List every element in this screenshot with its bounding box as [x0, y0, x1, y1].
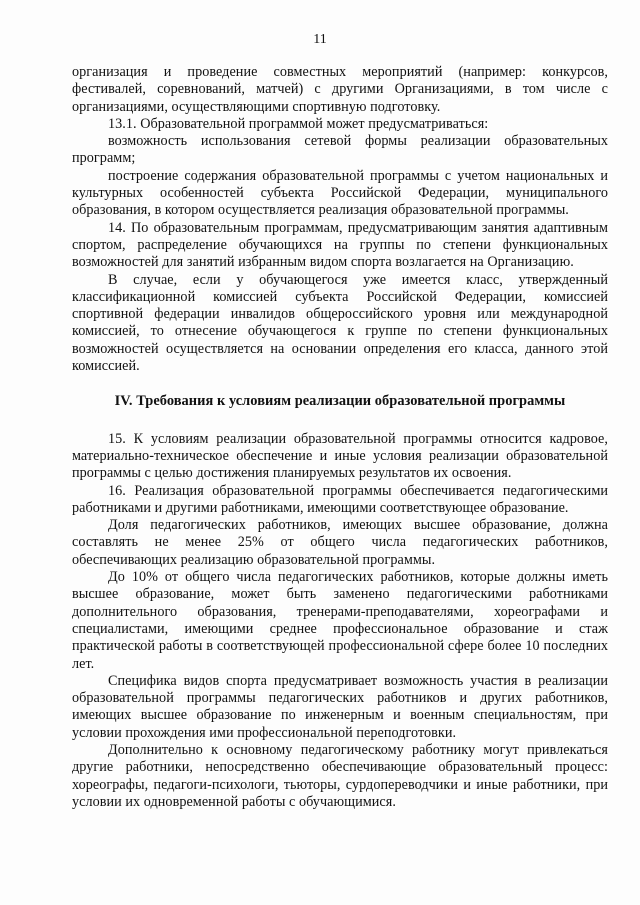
- paragraph-16: 16. Реализация образовательной программы обеспечивается педагогическими работниками и другими работниками, имеющими соответствующее образование.: [72, 482, 608, 516]
- paragraph-sport-specifics: Специфика видов спорта предусматривает возможность участия в реализации образовательной программы педагогических работников и других работников, имеющих высшее образование по инженерным и военным специальностям, при условии прохождения ими профессиональной переподготовки.: [72, 672, 608, 741]
- paragraph-national-features: построение содержания образовательной программы с учетом национальных и культурных особенностей субъекта Российской Федерации, муниципального образования, в котором осуществляется реализация образовательной программы.: [72, 167, 608, 219]
- paragraph-14: 14. По образовательным программам, предусматривающим занятия адаптивным спортом, распределение обучающихся на группы по степени функциональных возможностей для занятий избранным видом спорта возлагается на Организацию.: [72, 219, 608, 271]
- paragraph-share-higher-education: Доля педагогических работников, имеющих высшее образование, должна составлять не менее 25% от общего числа педагогических работников, обеспечивающих реализацию образовательной программы.: [72, 517, 608, 568]
- paragraph-additional-workers: Дополнительно к основному педагогическому работнику могут привлекаться другие работники, непосредственно обеспечивающие образовательный процесс: хореографы, педагоги-психологи, тьюторы, сурдопереводчики и иные работники, при условии их одновременной работы с обучающимися.: [72, 741, 608, 810]
- page-number: 11: [313, 32, 327, 47]
- paragraph-13-1: 13.1. Образовательной программой может предусматриваться:: [108, 115, 489, 132]
- section-heading: IV. Требования к условиям реализации образовательной программы: [114, 393, 566, 410]
- paragraph-continuation: организация и проведение совместных мероприятий (например: конкурсов, фестивалей, соревнований, матчей) с другими Организациями, в том числе с организациями, осуществляющими спортивную подготовку.: [72, 64, 608, 115]
- paragraph-network-form: возможность использования сетевой формы реализации образовательных программ;: [72, 133, 608, 167]
- paragraph-class-commission: В случае, если у обучающегося уже имеется класс, утвержденный классификационной комиссией субъекта Российской Федерации, комиссией спортивной федерации инвалидов общероссийского уровня или международной комиссией, то отнесение обучающегося к группе по степени функциональных возможностей осуществляется на основании определения его класса, данного этой комиссией.: [72, 271, 608, 375]
- paragraph-ten-percent: До 10% от общего числа педагогических работников, которые должны иметь высшее образование, может быть заменено педагогическими работниками дополнительного образования, тренерами-преподавателями, хореографами и специалистами, имеющими среднее профессиональное образование и стаж практической работы в соответствующей профессиональной сфере более 10 последних лет.: [72, 569, 608, 672]
- document-body: [72, 64, 608, 811]
- paragraph-15: 15. К условиям реализации образовательной программы относится кадровое, материально-техническое обеспечение и иные условия реализации образовательной программы с целью достижения планируемых результатов их освоения.: [72, 430, 608, 482]
